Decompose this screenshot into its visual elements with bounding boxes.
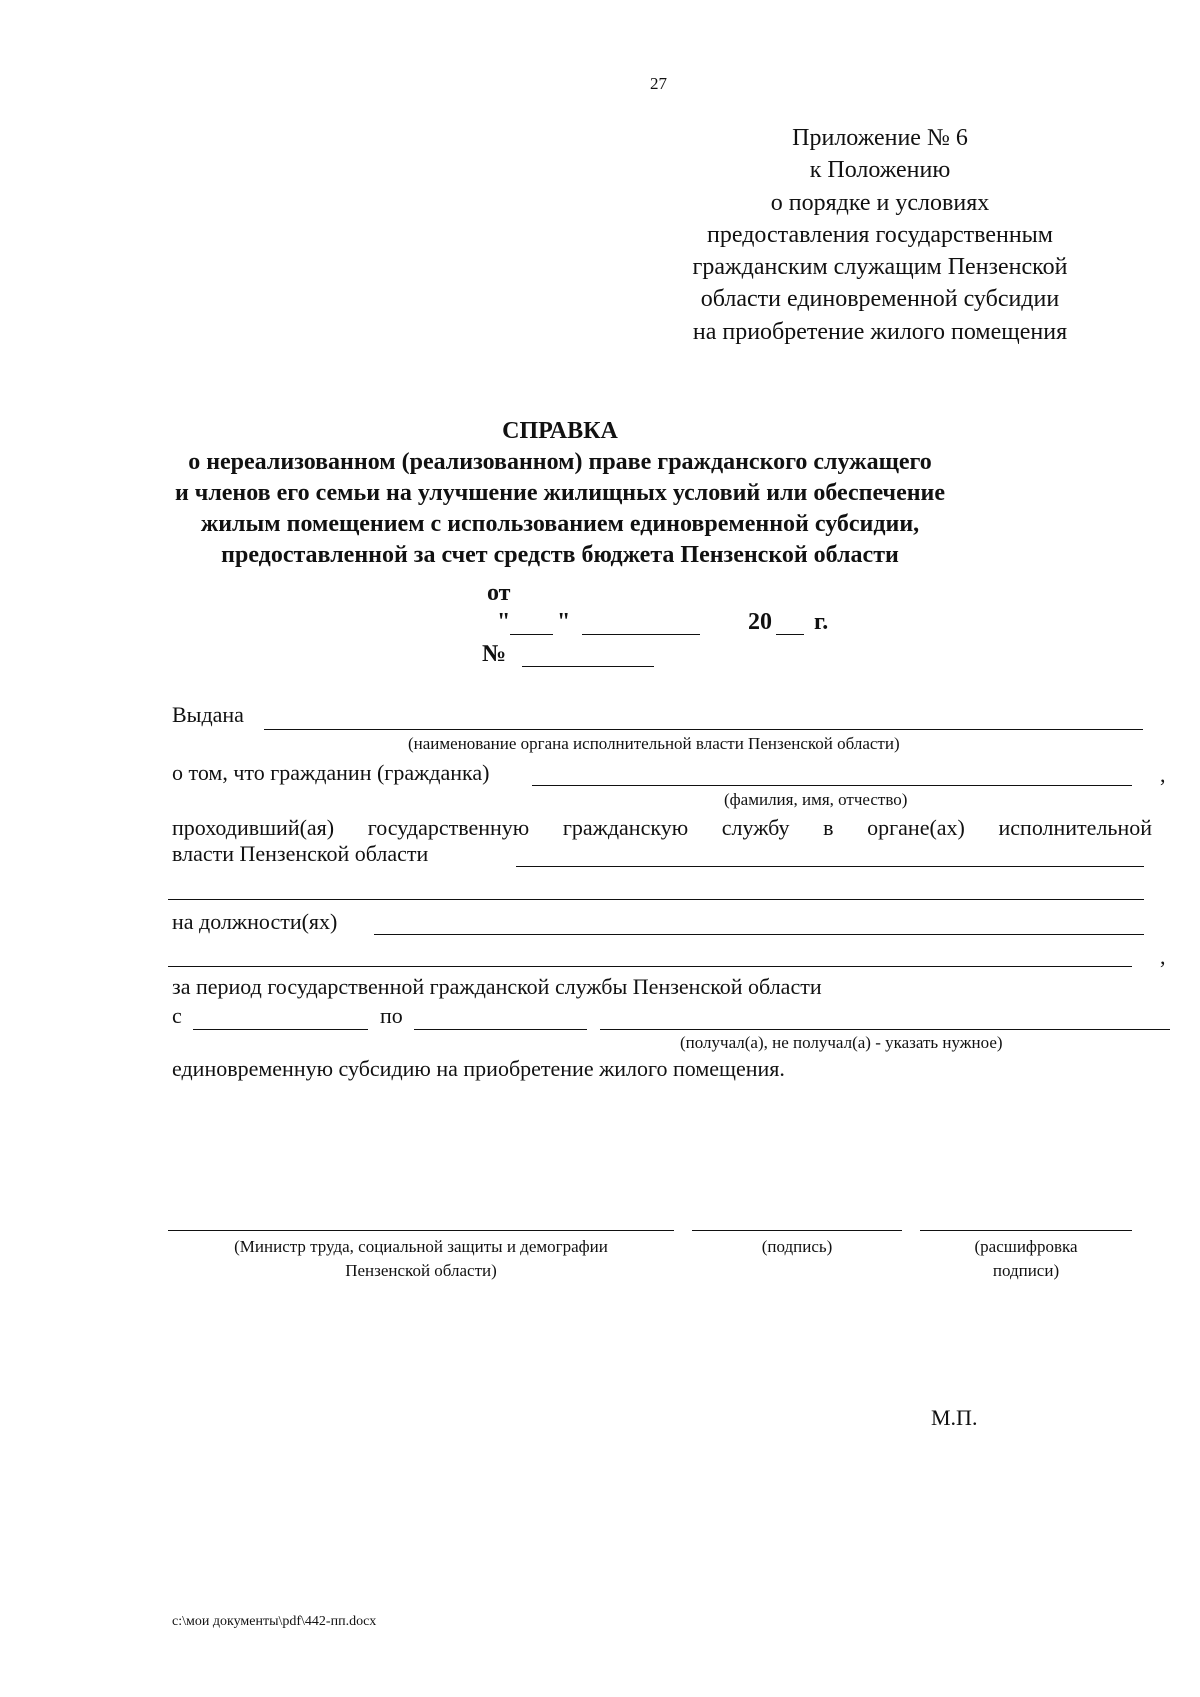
decoding-field[interactable] [920, 1230, 1132, 1231]
service-line: проходивший(ая) государственную гражданскую службу в органе(ах) исполнительной [172, 815, 1152, 840]
appendix-line: Приложение № 6 [792, 125, 968, 151]
quote-open: " [497, 609, 511, 635]
position-label: на должности(ях) [172, 909, 338, 934]
issued-field[interactable] [264, 729, 1143, 730]
document-title [140, 416, 980, 571]
year-field[interactable] [776, 634, 804, 635]
year-prefix: 20 [748, 609, 772, 635]
year-suffix: г. [814, 609, 829, 635]
position-field-continued[interactable] [168, 966, 1132, 967]
number-field[interactable] [522, 666, 654, 667]
appendix-line: о порядке и условиях [770, 189, 990, 216]
period-label: за период государственной гражданской службы Пензенской области [172, 974, 822, 999]
received-caption: (получал(а), не получал(а) - указать нужное) [680, 1033, 1003, 1052]
minister-caption: (Министр труда, социальной защиты и демографии [234, 1237, 608, 1256]
number-sign: № [482, 641, 507, 667]
citizen-label: о том, что гражданин (гражданка) [172, 760, 490, 785]
received-field[interactable] [600, 1029, 1170, 1030]
page-number: 27 [650, 74, 667, 93]
decoding-caption-2: подписи) [992, 1261, 1060, 1280]
title-line: и членов его семьи на улучшение жилищных условий или обеспечение [174, 480, 946, 506]
appendix-line: к Положению [809, 157, 951, 184]
appendix-line: на приобретение жилого помещения [692, 318, 1068, 345]
appendix-line: гражданским служащим Пензенской [692, 254, 1068, 281]
issued-caption: (наименование органа исполнительной власти Пензенской области) [408, 734, 900, 753]
appendix-header [640, 122, 1120, 348]
seal-place: М.П. [931, 1405, 978, 1430]
month-field[interactable] [582, 634, 700, 635]
from-label: с [172, 1003, 182, 1028]
citizen-field[interactable] [532, 785, 1132, 786]
minister-caption-2: Пензенской области) [345, 1261, 497, 1280]
position-comma: , [1160, 944, 1166, 969]
signature-field[interactable] [692, 1230, 902, 1231]
quote-close: " [557, 609, 571, 635]
title-line: жилым помещением с использованием единовременной субсидии, [200, 511, 920, 537]
to-label: по [380, 1003, 403, 1028]
title-line: о нереализованном (реализованном) праве гражданского служащего [188, 449, 932, 475]
title-line: предоставленной за счет средств бюджета Пензенской области [221, 542, 899, 568]
citizen-comma: , [1160, 762, 1166, 787]
subsidy-text: единовременную субсидию на приобретение жилого помещения. [172, 1056, 785, 1081]
appendix-line: области единовременной субсидии [700, 286, 1060, 313]
signature-caption: (подпись) [761, 1237, 833, 1256]
service-field-continued[interactable] [168, 899, 1144, 900]
citizen-caption: (фамилия, имя, отчество) [724, 790, 908, 809]
period-to-field[interactable] [414, 1029, 587, 1030]
minister-field[interactable] [168, 1230, 674, 1231]
date-from-label: от [487, 580, 511, 606]
title-heading: СПРАВКА [502, 418, 618, 444]
footer-file-path: c:\мои документы\pdf\442-пп.docx [172, 1614, 377, 1629]
service-field[interactable] [516, 866, 1144, 867]
day-field[interactable] [510, 634, 553, 635]
appendix-line: предоставления государственным [707, 221, 1053, 248]
service-line-2: власти Пензенской области [172, 841, 429, 866]
issued-label: Выдана [172, 702, 244, 727]
position-field[interactable] [374, 934, 1144, 935]
decoding-caption: (расшифровка [974, 1237, 1078, 1256]
period-from-field[interactable] [193, 1029, 368, 1030]
